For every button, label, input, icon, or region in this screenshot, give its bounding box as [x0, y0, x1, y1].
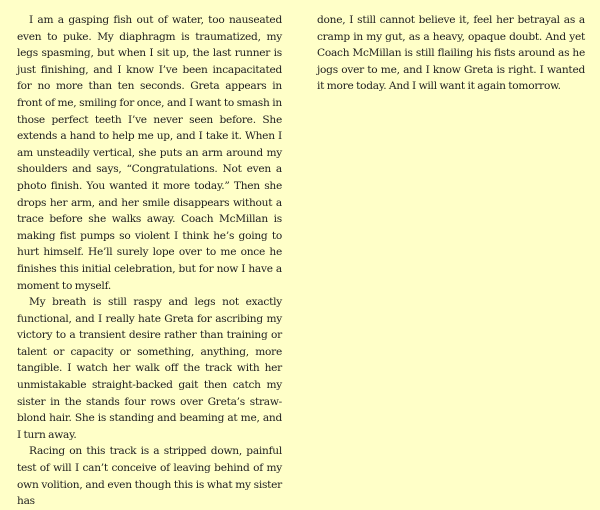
- paragraph-3: Racing on this track is a stripped down, painful test of will I can’t conceive of leaving behind of my own volition, and even though this is what my sister has: [17, 445, 282, 508]
- paragraph-continuation: done, I still cannot believe it, feel her betrayal as a cramp in my gut, as a heavy, opaque doubt. And yet Coach McMillan is still flailing his fists around as he jogs over to me, and I know Greta is right. I wanted it more today. And I will want it again tomorrow.: [317, 14, 585, 93]
- paragraph-1: I am a gasping fish out of water, too nauseated even to puke. My diaphragm is traumatized, my legs spasming, but when I sit up, the last runner is just finishing, and I know I’ve been incapacitated for no more than ten seconds. Greta appears in front of me, smiling for once, and I want to smash in those perfect teeth I’ve never seen before. She extends a hand to help me up, and I take it. When I am unsteadily vertical, she puts an arm around my shoulders and says, “Congratulations. Not even a photo finish. You wanted it more today.” Then she drops her arm, and her smile disappears without a trace before she walks away. Coach McMillan is making fist pumps so violent I think he’s going to hurt himself. He’ll surely lope over to me once he finishes this initial celebration, but for now I have a moment to myself.: [17, 14, 282, 292]
- paragraph-2: My breath is still raspy and legs not exactly functional, and I really hate Greta for ascribing my victory to a transient desire rather than training or talent or capacity or something, anything, more tangible. I watch her walk off the track with her unmistakable straight-backed gait then catch my sister in the stands four rows over Greta’s straw-blond hair. She is standing and beaming at me, and I turn away.: [17, 296, 282, 441]
- right-page-column: [317, 12, 585, 95]
- left-page-column: [17, 12, 282, 510]
